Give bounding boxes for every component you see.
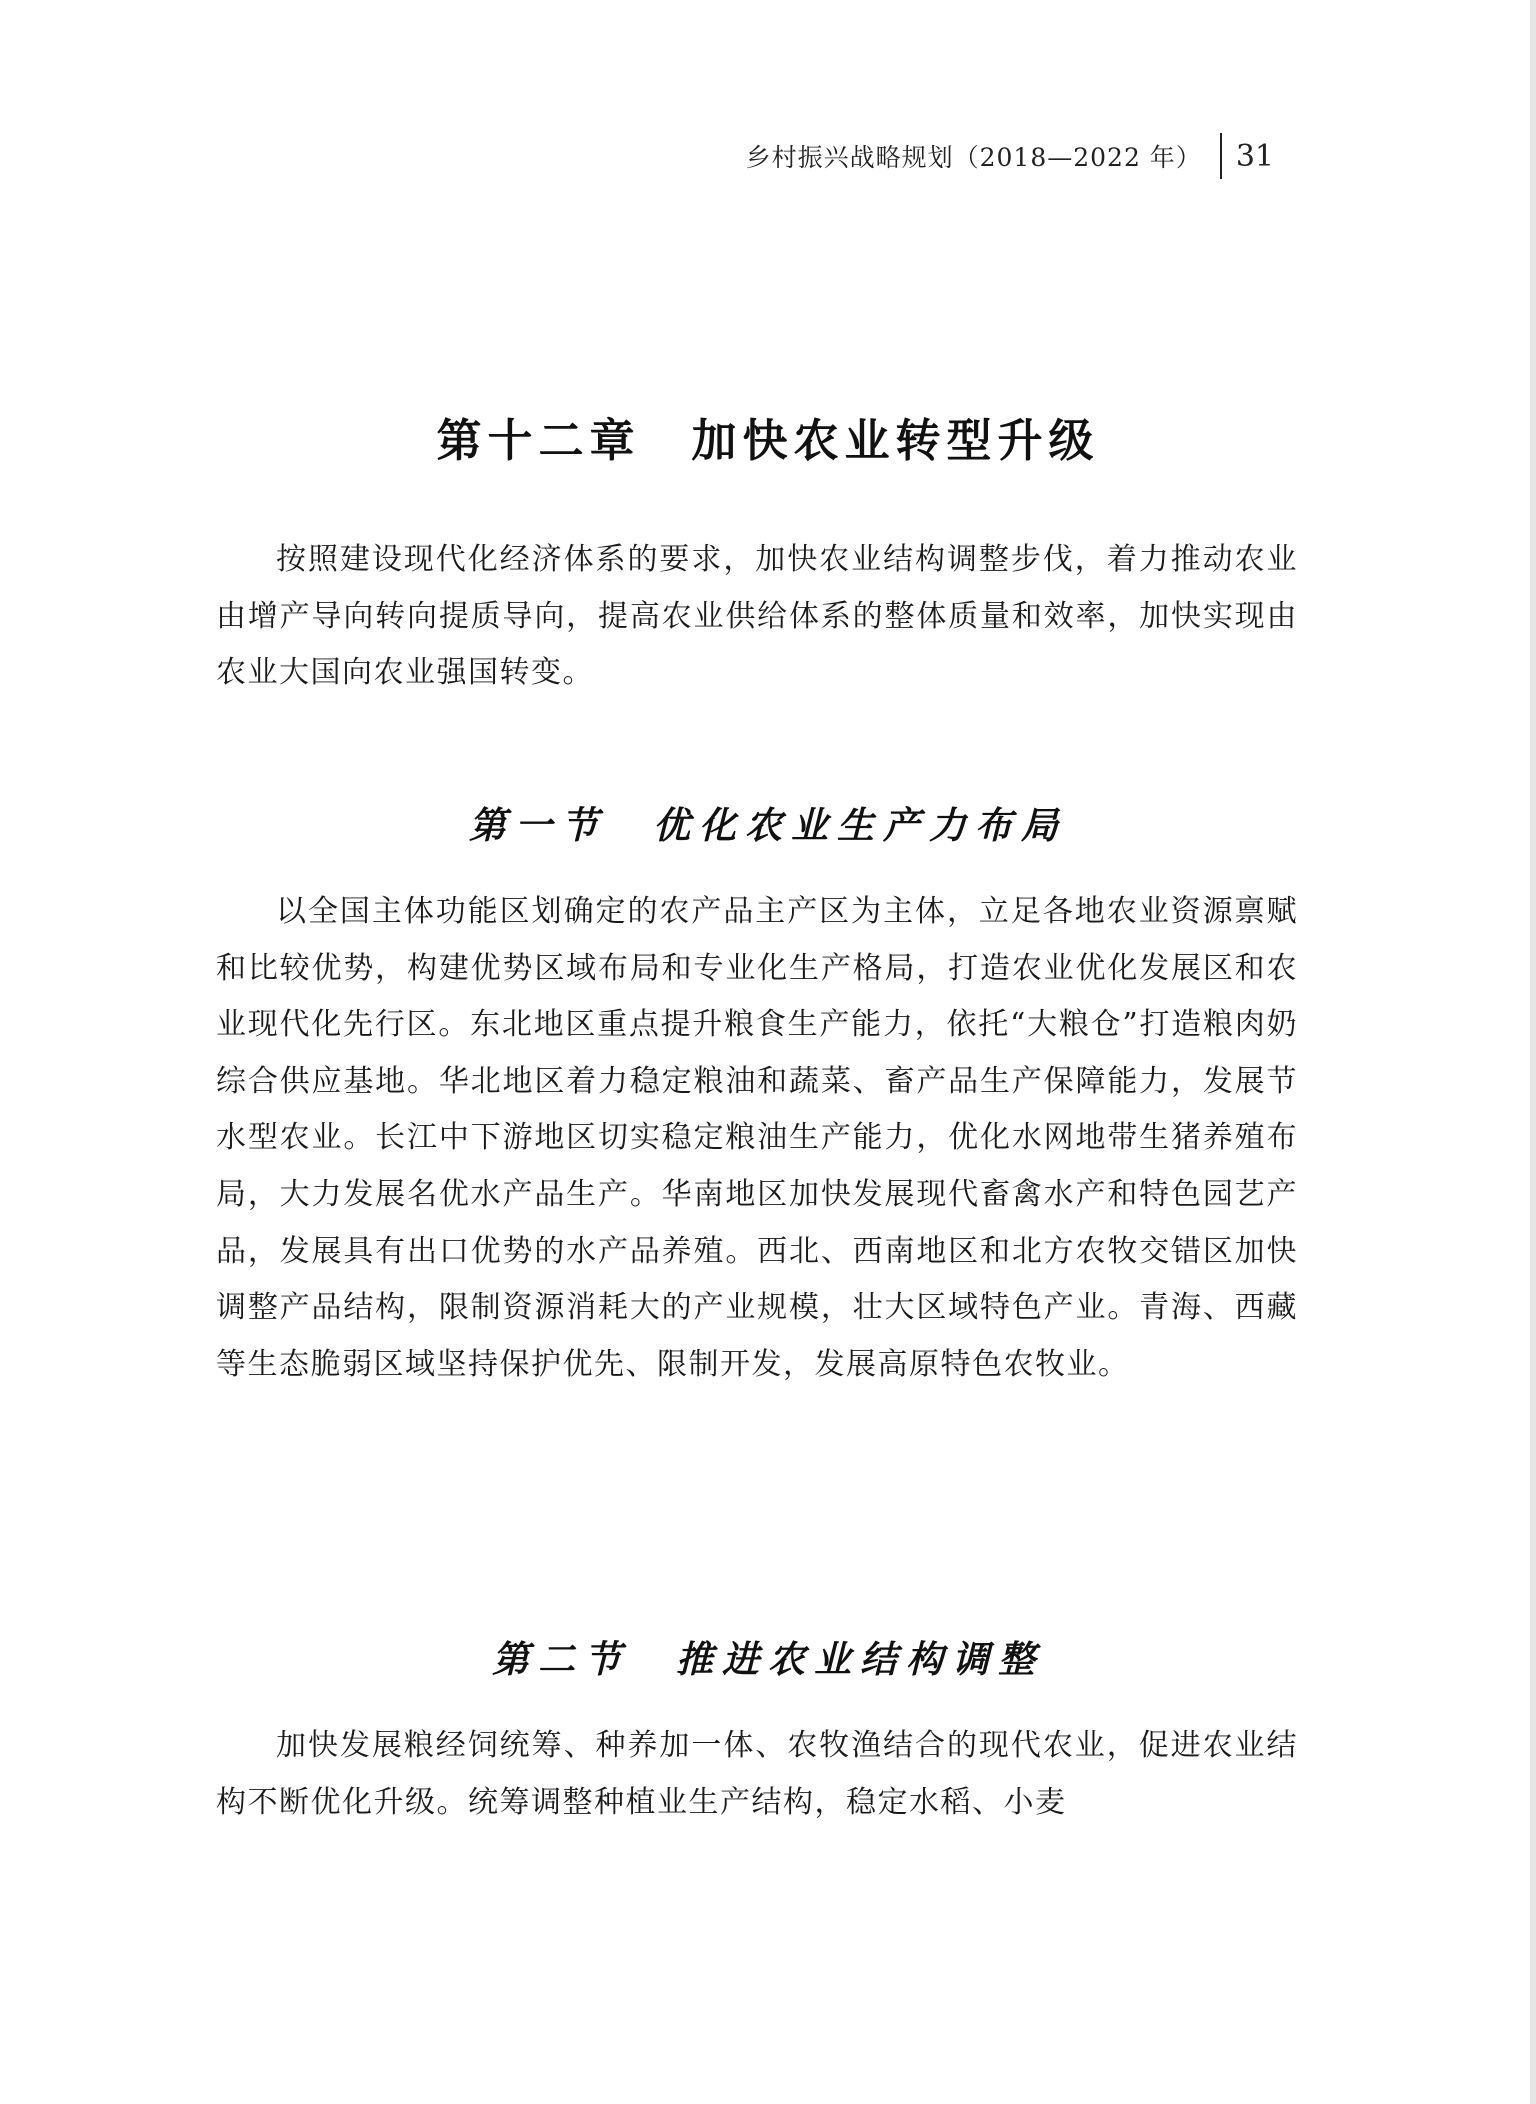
chapter-title: 第十二章 加快农业转型升级	[436, 414, 1100, 468]
section-2-title: 第二节 推进农业结构调整	[492, 1636, 1044, 1681]
running-header	[746, 134, 1274, 178]
chapter-intro-paragraph: 按照建设现代化经济体系的要求，加快农业结构调整步伐，着力推动农业由增产导向转向提质导向，提高农业供给体系的整体质量和效率，加快实现由农业大国向农业强国转变。	[216, 542, 1298, 691]
header-divider	[1220, 133, 1222, 179]
section-1-title: 第一节 优化农业生产力布局	[469, 802, 1067, 847]
running-header-title: 乡村振兴战略规划（2018—2022 年）	[745, 143, 1202, 172]
page-number: 31	[1235, 138, 1274, 174]
section-2-paragraph: 加快发展粮经饲统筹、种养加一体、农牧渔结合的现代农业，促进农业结构不断优化升级。统筹调整种植业生产结构，稳定水稻、小麦	[216, 1728, 1298, 1820]
page-edge-shadow	[1530, 0, 1536, 2104]
section-1-paragraph: 以全国主体功能区划确定的农产品主产区为主体，立足各地农业资源禀赋和比较优势，构建优势区域布局和专业化生产格局，打造农业优化发展区和农业现代化先行区。东北地区重点提升粮食生产能力，依托“大粮仓”打造粮肉奶综合供应基地。华北地区着力稳定粮油和蔬菜、畜产品生产保障能力，发展节水型农业。长江中下游地区切实稳定粮油生产能力，优化水网地带生猪养殖布局，大力发展名优水产品生产。华南地区加快发展现代畜禽水产和特色园艺产品，发展具有出口优势的水产品养殖。西北、西南地区和北方农牧交错区加快调整产品结构，限制资源消耗大的产业规模，壮大区域特色产业。青海、西藏等生态脆弱区域坚持保护优先、限制开发，发展高原特色农牧业。	[216, 894, 1298, 1382]
